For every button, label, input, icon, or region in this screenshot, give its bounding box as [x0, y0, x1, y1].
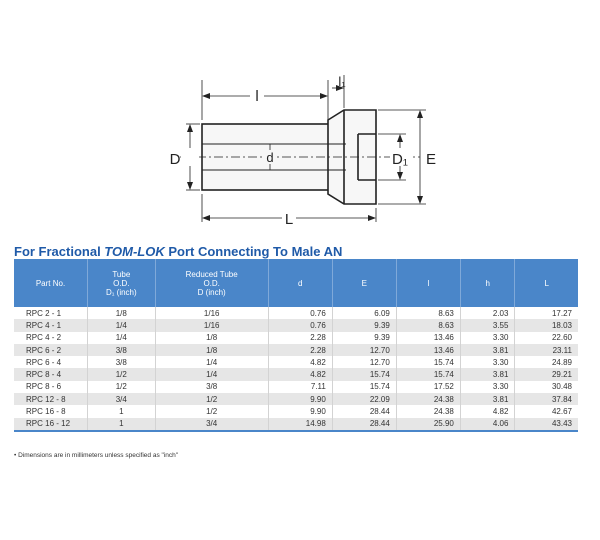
cell-part-no: RPC 6 - 2: [14, 344, 88, 356]
cell-l: 15.74: [396, 368, 460, 380]
cell-d: 9.90: [268, 405, 332, 417]
cell-e: 22.09: [332, 393, 396, 405]
dim-label-l: l: [255, 88, 259, 105]
col-header-line: D₁ (inch): [105, 287, 137, 297]
cell-d: 7.11: [268, 381, 332, 393]
table-row: [14, 344, 578, 356]
cell-len: 42.67: [551, 407, 572, 417]
cell-part-no: RPC 4 - 1: [14, 319, 88, 331]
cell-tube-od: 3/4: [88, 393, 156, 405]
cell-l: 8.63: [396, 307, 460, 319]
title-prefix: For Fractional: [14, 244, 105, 259]
cell-d: 14.98: [268, 418, 332, 431]
cell-h: 3.55: [460, 319, 515, 331]
col-header-line: O.D.: [113, 278, 130, 288]
dim-label-e: E: [425, 151, 437, 168]
table-row: [14, 418, 578, 431]
cell-h: 3.30: [460, 381, 515, 393]
col-header-line: Tube: [112, 269, 131, 279]
col-header-line: O.D.: [203, 278, 220, 288]
cell-part-no: RPC 8 - 4: [14, 368, 88, 380]
cell-l: 13.46: [396, 344, 460, 356]
cell-len: 37.84: [515, 393, 578, 405]
cell-d: 2.28: [268, 332, 332, 344]
cell-h: 2.03: [460, 307, 515, 319]
cell-tube-od: 1: [88, 405, 156, 417]
cell-e: 28.44: [332, 418, 396, 431]
cell-d: 9.90: [268, 393, 332, 405]
cell-part-no: RPC 8 - 6: [14, 381, 88, 393]
col-header-len: [515, 259, 578, 307]
dim-label-d-lower: d: [266, 150, 274, 165]
col-header-line: h: [485, 278, 490, 288]
col-header-d: [268, 259, 332, 307]
cell-l: 24.38: [396, 405, 460, 417]
dim-label-l1: l₁: [338, 74, 346, 89]
col-header-line: L: [544, 278, 549, 288]
cell-len: 24.89: [551, 357, 572, 367]
cell-reduced-tube-od: 1/2: [155, 393, 268, 405]
dimension-table: [14, 259, 578, 432]
cell-e: 9.39: [332, 319, 396, 331]
table-row: [14, 356, 578, 368]
cell-l: 13.46: [396, 332, 460, 344]
cell-reduced-tube-od: 3/8: [155, 381, 268, 393]
cell-e: 6.09: [332, 307, 396, 319]
cell-len: 43.43: [515, 418, 578, 431]
cell-len: 18.03: [515, 319, 578, 331]
cell-d: 4.82: [268, 368, 332, 380]
cell-d: 4.82: [268, 356, 332, 368]
col-header-l: [396, 259, 460, 307]
cell-part-no: RPC 16 - 12: [14, 418, 88, 431]
table-row: [14, 381, 578, 393]
cell-e: 15.74: [332, 368, 396, 380]
col-header-e: [332, 259, 396, 307]
title-brand: TOM-LOK: [104, 244, 165, 259]
col-header-line: Reduced Tube: [185, 269, 238, 279]
table-row: [14, 332, 578, 344]
cell-part-no: RPC 6 - 4: [14, 356, 88, 368]
col-header-line: Part No.: [35, 278, 66, 288]
fitting-drawing: [150, 70, 450, 230]
cell-e: 28.44: [332, 405, 396, 417]
col-header-reduced-tube-od: [155, 259, 268, 307]
cell-reduced-tube-od: 1/16: [155, 307, 268, 319]
cell-h: 3.81: [460, 393, 515, 405]
col-header-h: [460, 259, 515, 307]
table-row: [14, 405, 578, 417]
cell-reduced-tube-od: 1/8: [155, 344, 268, 356]
table-row: [14, 319, 578, 331]
table-row: [14, 368, 578, 380]
cell-tube-od: 3/8: [88, 356, 156, 368]
col-header-line: l: [427, 278, 430, 288]
col-header-line: D (inch): [197, 287, 226, 297]
cell-part-no: RPC 12 - 8: [14, 393, 88, 405]
cell-reduced-tube-od: 1/4: [155, 368, 268, 380]
cell-h: 3.81: [460, 344, 515, 356]
cell-tube-od: 1/4: [88, 332, 156, 344]
table-header: [14, 259, 578, 307]
cell-reduced-tube-od: 1/4: [155, 356, 268, 368]
dim-label-d1: D₁: [392, 151, 408, 168]
cell-reduced-tube-od: 1/2: [155, 405, 268, 417]
cell-len: 22.60: [551, 333, 572, 343]
cell-l: 17.52: [396, 381, 460, 393]
cell-len: 23.11: [515, 344, 578, 356]
cell-len: 17.27: [551, 308, 572, 318]
dim-label-len: L: [284, 211, 294, 228]
cell-part-no: RPC 2 - 1: [14, 307, 88, 319]
cell-h: 3.30: [460, 356, 515, 368]
table-row: [14, 393, 578, 405]
cell-tube-od: 1/2: [88, 368, 156, 380]
cell-tube-od: 1/4: [88, 319, 156, 331]
cell-tube-od: 1/2: [88, 381, 156, 393]
col-header-line: d: [298, 278, 303, 288]
cell-tube-od: 1/8: [88, 307, 156, 319]
cell-d: 2.28: [268, 344, 332, 356]
table-title: [14, 244, 342, 259]
cell-e: 9.39: [332, 332, 396, 344]
cell-h: 3.30: [460, 332, 515, 344]
cell-h: 4.06: [460, 418, 515, 431]
col-header-tube-od: [88, 259, 156, 307]
cell-d: 0.76: [268, 307, 332, 319]
title-suffix: Port Connecting To Male AN: [164, 244, 343, 259]
dim-label-d-upper: D: [169, 151, 181, 168]
footnote: • Dimensions are in millimeters unless specified as "inch": [14, 452, 179, 459]
table-row: [14, 307, 578, 319]
cell-reduced-tube-od: 3/4: [155, 418, 268, 431]
cell-l: 24.38: [396, 393, 460, 405]
cell-reduced-tube-od: 1/8: [155, 332, 268, 344]
cell-len: 29.21: [515, 368, 578, 380]
col-header-part-no: [14, 259, 88, 307]
cell-tube-od: 3/8: [88, 344, 156, 356]
col-header-line: E: [361, 278, 367, 288]
cell-l: 15.74: [396, 356, 460, 368]
cell-l: 8.63: [396, 319, 460, 331]
cell-len: 30.48: [551, 382, 572, 392]
cell-e: 12.70: [332, 344, 396, 356]
cell-e: 12.70: [332, 356, 396, 368]
cell-part-no: RPC 16 - 8: [14, 405, 88, 417]
table-body: [14, 307, 578, 431]
cell-d: 0.76: [268, 319, 332, 331]
header-row: [14, 259, 578, 307]
cell-tube-od: 1: [88, 418, 156, 431]
cell-reduced-tube-od: 1/16: [155, 319, 268, 331]
cell-e: 15.74: [332, 381, 396, 393]
cell-part-no: RPC 4 - 2: [14, 332, 88, 344]
label-d-bg: [181, 148, 199, 166]
cell-h: 4.82: [460, 405, 515, 417]
cell-h: 3.81: [460, 368, 515, 380]
cell-l: 25.90: [396, 418, 460, 431]
